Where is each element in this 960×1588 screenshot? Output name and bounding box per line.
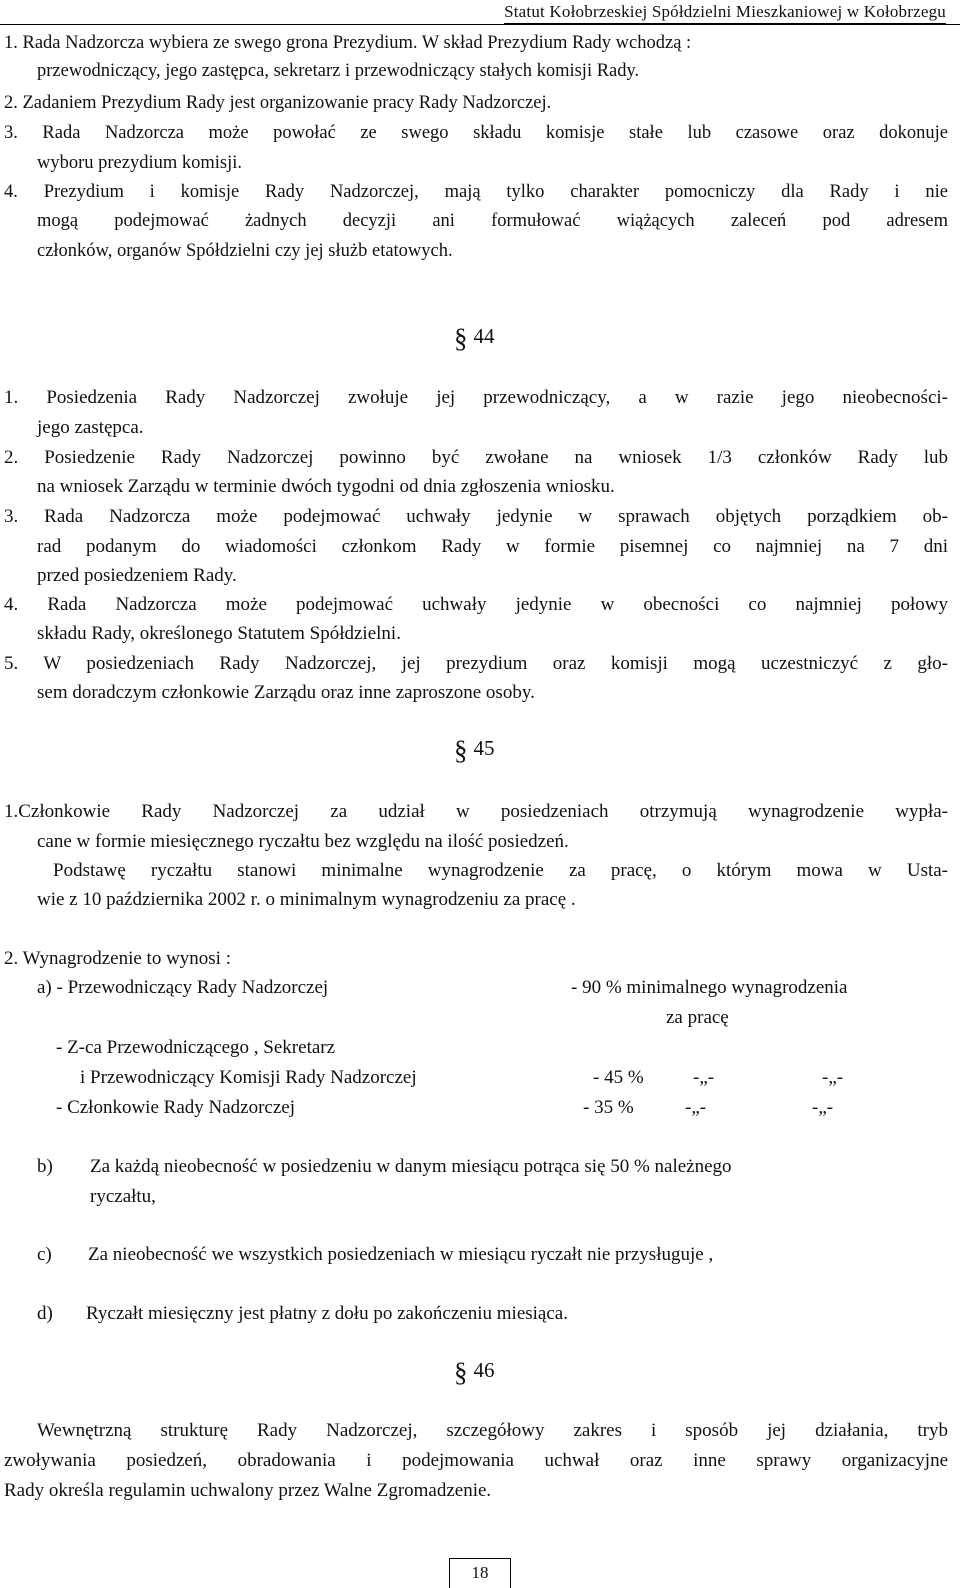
list-item-text: Ryczałt miesięczny jest płatny z dołu po zakończeniu miesiąca.: [86, 1303, 568, 1324]
section-number: 45: [473, 736, 495, 760]
section-number: 44: [473, 324, 495, 348]
paragraph-line: 3. Rada Nadzorcza może podejmować uchwały jedynie w sprawach objętych porządkiem ob-: [4, 506, 948, 527]
paragraph-line: Podstawę ryczałtu stanowi minimalne wynagrodzenie za pracę, o którym mowa w Usta-: [53, 860, 948, 881]
list-marker: b): [37, 1156, 53, 1177]
paragraph-line: 2. Zadaniem Prezydium Rady jest organizowanie pracy Rady Nadzorczej.: [4, 93, 552, 113]
paragraph-line: przewodniczący, jego zastępca, sekretarz i przewodniczący stałych komisji Rady.: [37, 61, 640, 81]
paragraph-line: Rady określa regulamin uchwalony przez Walne Zgromadzenie.: [4, 1480, 492, 1501]
section-symbol: §: [454, 1357, 468, 1387]
remuneration-intro: 2. Wynagrodzenie to wynosi :: [4, 948, 231, 969]
paragraph-line: rad podanym do wiadomości członkom Rady w formie pisemnej co najmniej na 7 dni: [37, 536, 948, 557]
paragraph-line: członków, organów Spółdzielni czy jej służb etatowych.: [37, 241, 453, 261]
ditto-mark: -„-: [685, 1097, 707, 1118]
section-heading-44: [454, 323, 495, 354]
header-rule: [0, 24, 960, 25]
paragraph-line: 3. Rada Nadzorcza może powołać ze swego składu komisje stałe lub czasowe oraz dokonuje: [4, 123, 948, 143]
paragraph-line: cane w formie miesięcznego ryczałtu bez względu na ilość posiedzeń.: [37, 831, 569, 852]
remuneration-row-label: - Z-ca Przewodniczącego , Sekretarz: [56, 1037, 336, 1058]
ditto-mark: -„-: [822, 1067, 844, 1088]
section-symbol: §: [454, 323, 468, 353]
paragraph-line: 1. Posiedzenia Rady Nadzorczej zwołuje jej przewodniczący, a w razie jego nieobecności-: [4, 387, 948, 408]
paragraph-line: 4. Prezydium i komisje Rady Nadzorczej, mają tylko charakter pomocniczy dla Rady i nie: [4, 182, 948, 202]
remuneration-row-label: a) - Przewodniczący Rady Nadzorczej: [37, 977, 329, 998]
section-number: 46: [473, 1358, 495, 1382]
paragraph-line: zwoływania posiedzeń, obradowania i podejmowania uchwał oraz inne sprawy organizacyjne: [4, 1450, 948, 1471]
paragraph-line: wie z 10 października 2002 r. o minimalnym wynagrodzeniu za pracę .: [37, 889, 576, 910]
paragraph-line: Wewnętrzną strukturę Rady Nadzorczej, szczegółowy zakres i sposób jej działania, tryb: [37, 1420, 948, 1441]
paragraph-line: 5. W posiedzeniach Rady Nadzorczej, jej prezydium oraz komisji mogą uczestniczyć z gło-: [4, 653, 948, 674]
paragraph-line: przed posiedzeniem Rady.: [37, 565, 237, 586]
paragraph-line: sem doradczym członkowie Zarządu oraz inne zaproszone osoby.: [37, 682, 535, 703]
paragraph-line: mogą podejmować żadnych decyzji ani formułować wiążących zaleceń pod adresem: [37, 211, 948, 231]
paragraph-line: 2. Posiedzenie Rady Nadzorczej powinno być zwołane na wniosek 1/3 członków Rady lub: [4, 447, 948, 468]
list-marker: c): [37, 1244, 52, 1265]
paragraph-line: na wniosek Zarządu w terminie dwóch tygodni od dnia zgłoszenia wniosku.: [37, 476, 615, 497]
section-heading-45: [454, 735, 495, 766]
remuneration-row-value: - 90 % minimalnego wynagrodzenia: [571, 977, 848, 998]
ditto-mark: -„-: [812, 1097, 834, 1118]
ditto-mark: -„-: [693, 1067, 715, 1088]
remuneration-row-value: za pracę: [666, 1007, 729, 1028]
paragraph-line: składu Rady, określonego Statutem Spółdzielni.: [37, 623, 401, 644]
list-item-text: Za każdą nieobecność w posiedzeniu w danym miesiącu potrąca się 50 % należnego: [90, 1156, 732, 1177]
paragraph-line: 1. Rada Nadzorcza wybiera ze swego grona Prezydium. W skład Prezydium Rady wchodzą :: [4, 33, 692, 53]
section-symbol: §: [454, 735, 468, 765]
list-marker: d): [37, 1303, 53, 1324]
remuneration-row-value: - 35 %: [583, 1097, 634, 1118]
remuneration-row-label: - Członkowie Rady Nadzorczej: [56, 1097, 295, 1118]
section-heading-46: [454, 1357, 495, 1388]
paragraph-line: wyboru prezydium komisji.: [37, 153, 243, 173]
remuneration-row-value: - 45 %: [593, 1067, 644, 1088]
page-number: 18: [449, 1558, 511, 1588]
paragraph-line: 1.Członkowie Rady Nadzorczej za udział w posiedzeniach otrzymują wynagrodzenie wypła-: [4, 801, 948, 822]
list-item-text: ryczałtu,: [90, 1186, 156, 1207]
list-item-text: Za nieobecność we wszystkich posiedzeniach w miesiącu ryczałt nie przysługuje ,: [88, 1244, 714, 1265]
remuneration-row-label: i Przewodniczący Komisji Rady Nadzorczej: [80, 1067, 417, 1088]
page-header: Statut Kołobrzeskiej Spółdzielni Mieszkaniowej w Kołobrzegu: [504, 2, 946, 24]
paragraph-line: jego zastępca.: [37, 417, 144, 438]
paragraph-line: 4. Rada Nadzorcza może podejmować uchwały jedynie w obecności co najmniej połowy: [4, 594, 948, 615]
